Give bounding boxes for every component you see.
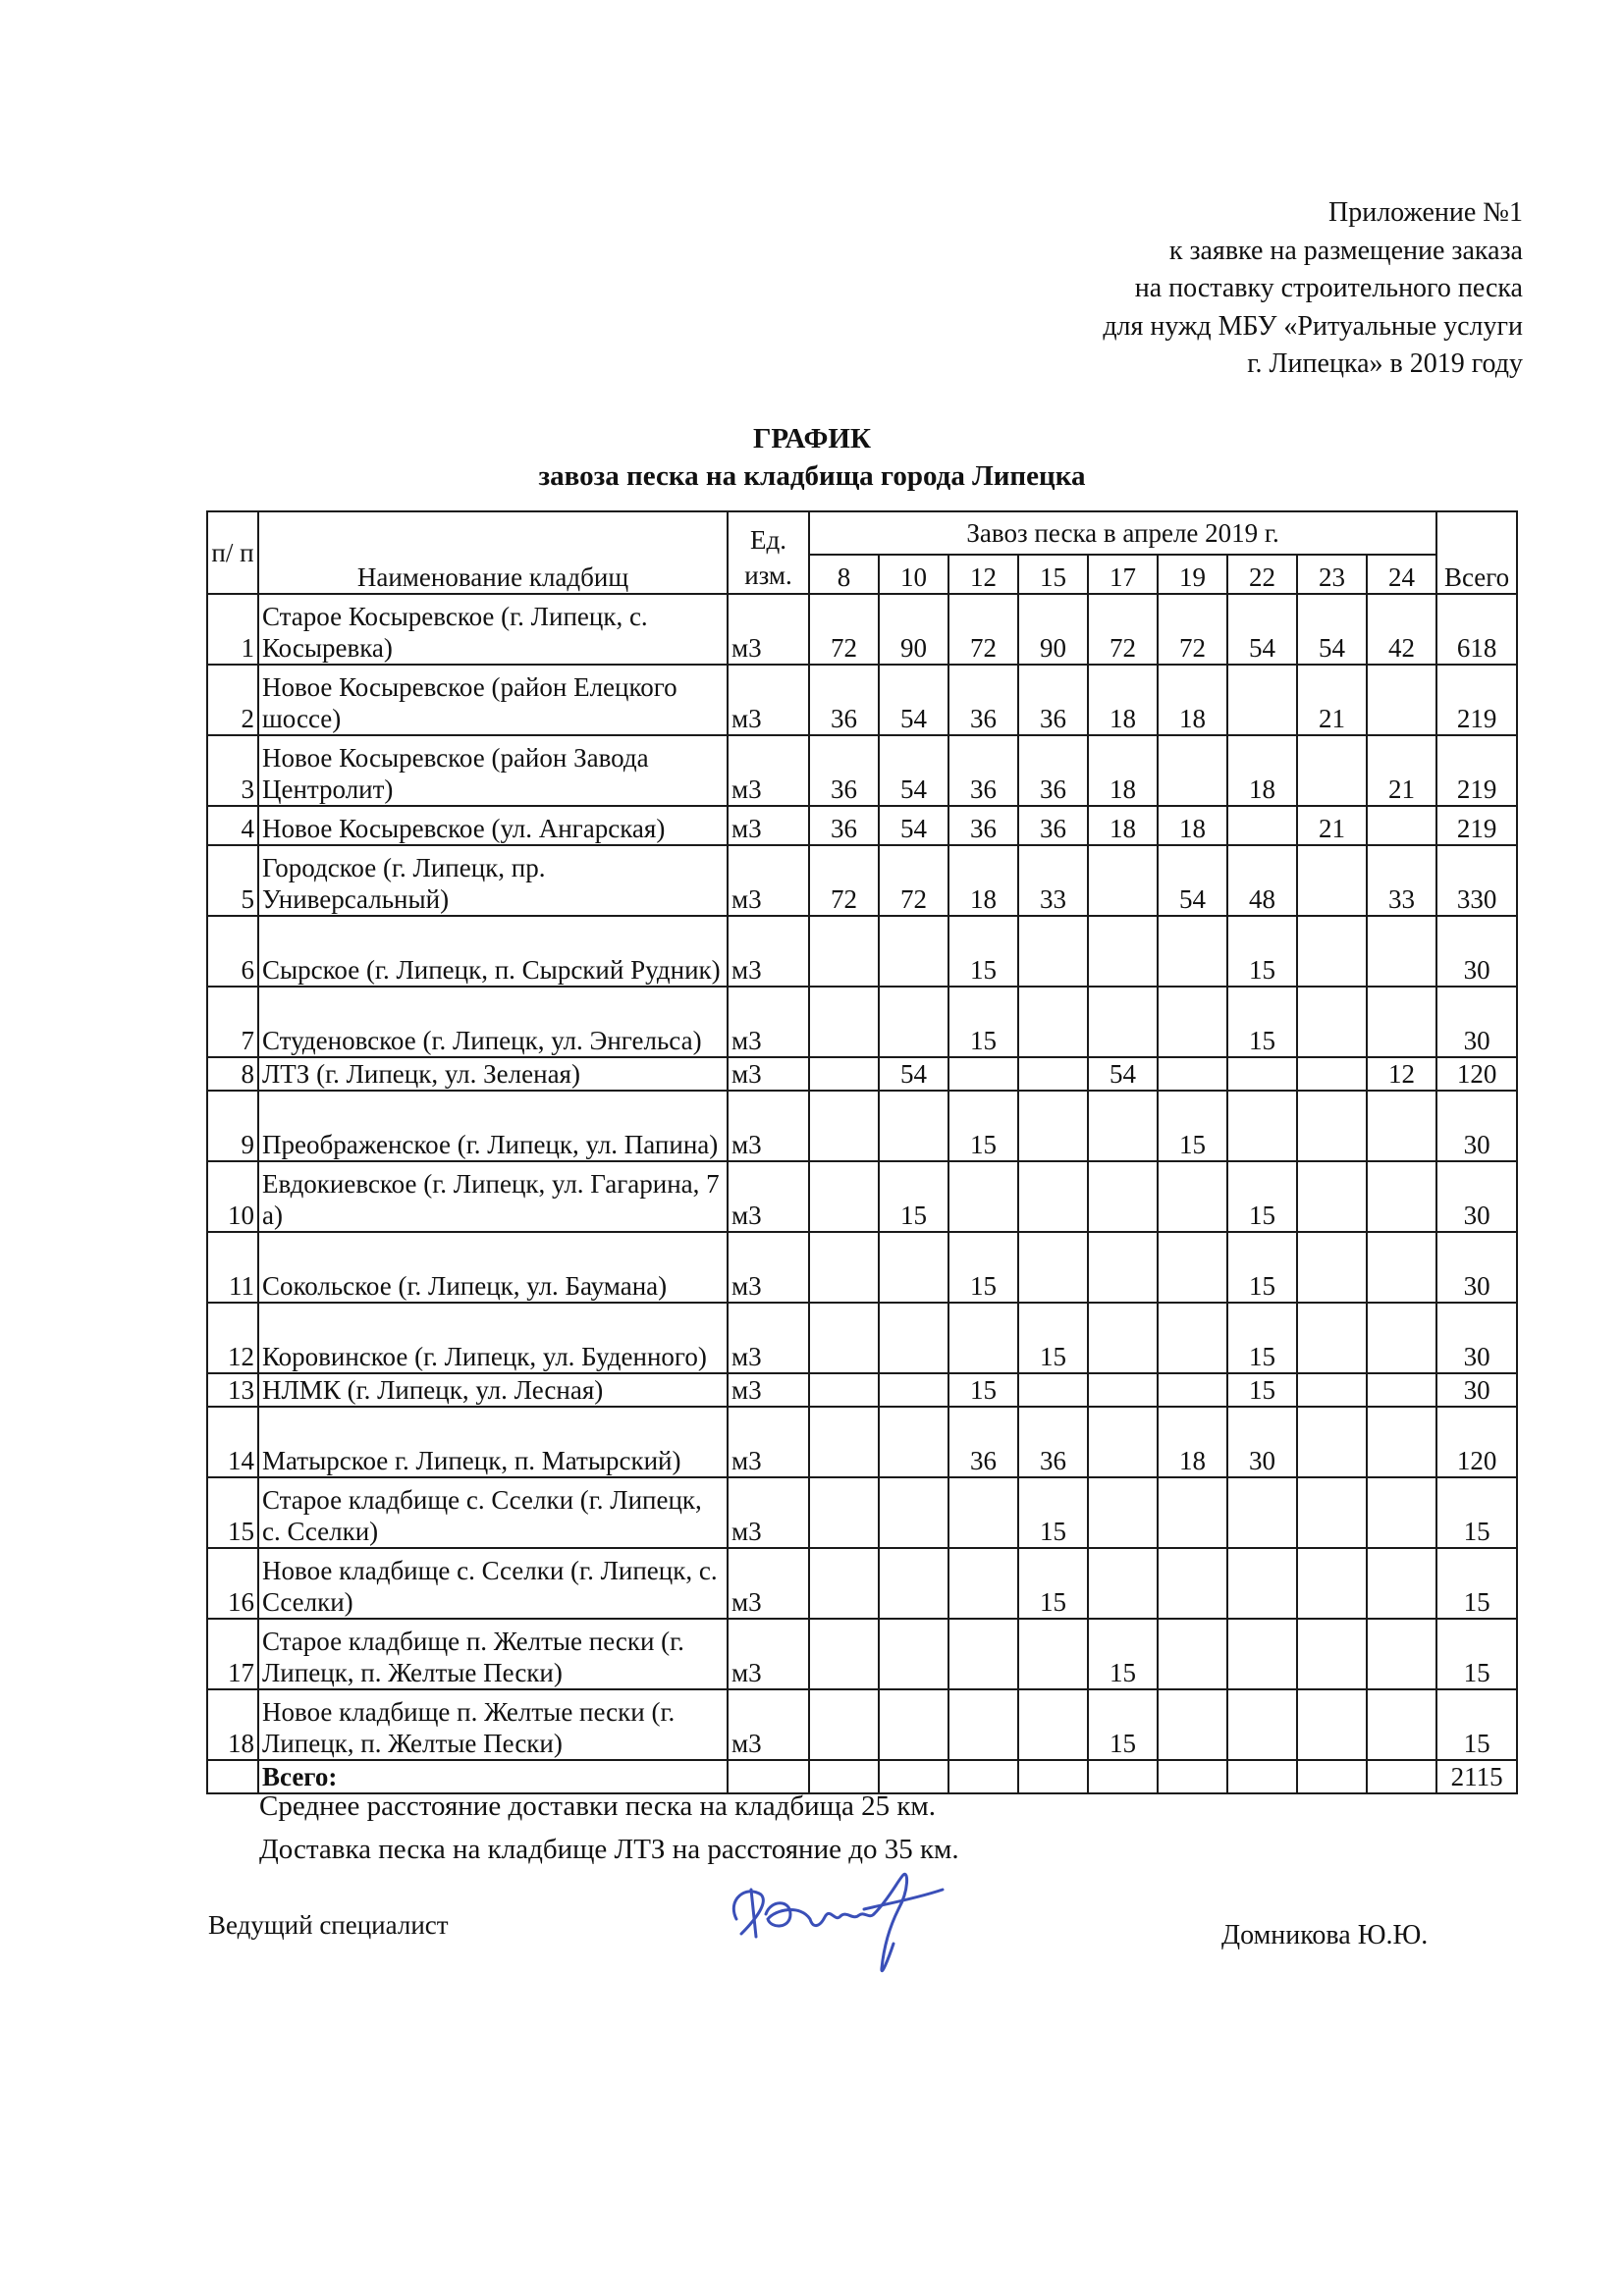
volume-cell: 15 bbox=[948, 1373, 1018, 1407]
row-number: 9 bbox=[207, 1091, 258, 1161]
volume-cell bbox=[1018, 1232, 1088, 1303]
row-number: 5 bbox=[207, 845, 258, 916]
volume-cell: 54 bbox=[879, 735, 948, 806]
volume-cell bbox=[879, 1303, 948, 1373]
unit-cell: м3 bbox=[728, 1232, 809, 1303]
volume-cell bbox=[1297, 1689, 1367, 1760]
table-row bbox=[207, 1057, 1517, 1091]
volume-cell bbox=[1088, 1548, 1158, 1619]
volume-cell: 72 bbox=[1088, 594, 1158, 665]
volume-cell: 15 bbox=[1018, 1477, 1088, 1548]
footer-label: Всего: bbox=[258, 1760, 728, 1793]
row-total: 30 bbox=[1436, 916, 1517, 987]
header-day: 23 bbox=[1297, 555, 1367, 594]
volume-cell bbox=[948, 1161, 1018, 1232]
volume-cell: 36 bbox=[809, 665, 879, 735]
volume-cell bbox=[809, 1407, 879, 1477]
volume-cell: 36 bbox=[809, 735, 879, 806]
volume-cell bbox=[1088, 1161, 1158, 1232]
annex-line: для нужд МБУ «Ритуальные услуги bbox=[1103, 310, 1523, 342]
unit-cell: м3 bbox=[728, 1057, 809, 1091]
table-row bbox=[207, 1303, 1517, 1373]
volume-cell bbox=[879, 1619, 948, 1689]
volume-cell bbox=[1367, 1091, 1436, 1161]
volume-cell bbox=[879, 987, 948, 1057]
volume-cell bbox=[879, 1407, 948, 1477]
volume-cell: 54 bbox=[1297, 594, 1367, 665]
row-total: 30 bbox=[1436, 1303, 1517, 1373]
row-total: 30 bbox=[1436, 1091, 1517, 1161]
volume-cell bbox=[1088, 845, 1158, 916]
volume-cell: 15 bbox=[1227, 1161, 1297, 1232]
volume-cell: 33 bbox=[1367, 845, 1436, 916]
volume-cell bbox=[809, 987, 879, 1057]
volume-cell: 15 bbox=[879, 1161, 948, 1232]
row-total: 15 bbox=[1436, 1689, 1517, 1760]
schedule-table bbox=[206, 510, 1518, 1794]
volume-cell bbox=[1018, 1091, 1088, 1161]
volume-cell bbox=[1158, 1689, 1227, 1760]
volume-cell bbox=[1088, 1091, 1158, 1161]
header-total: Всего bbox=[1436, 511, 1517, 594]
unit-cell: м3 bbox=[728, 594, 809, 665]
volume-cell bbox=[1158, 987, 1227, 1057]
volume-cell bbox=[1158, 1303, 1227, 1373]
volume-cell bbox=[1367, 1303, 1436, 1373]
row-total: 219 bbox=[1436, 806, 1517, 845]
unit-cell: м3 bbox=[728, 1091, 809, 1161]
row-total: 30 bbox=[1436, 1373, 1517, 1407]
volume-cell: 54 bbox=[1088, 1057, 1158, 1091]
row-total: 120 bbox=[1436, 1057, 1517, 1091]
cemetery-name: Новое кладбище п. Желтые пески (г. Липецк, п. Желтые Пески) bbox=[258, 1689, 728, 1760]
volume-cell: 36 bbox=[1018, 1407, 1088, 1477]
volume-cell bbox=[1088, 1477, 1158, 1548]
cemetery-name: Старое кладбище п. Желтые пески (г. Липецк, п. Желтые Пески) bbox=[258, 1619, 728, 1689]
volume-cell bbox=[1158, 1373, 1227, 1407]
note-ltz-distance: Доставка песка на кладбище ЛТЗ на расстояние до 35 км. bbox=[259, 1834, 959, 1865]
volume-cell bbox=[1158, 1477, 1227, 1548]
volume-cell bbox=[1367, 1548, 1436, 1619]
volume-cell: 42 bbox=[1367, 594, 1436, 665]
unit-cell: м3 bbox=[728, 1373, 809, 1407]
footer-empty bbox=[1088, 1760, 1158, 1793]
volume-cell: 54 bbox=[1227, 594, 1297, 665]
volume-cell: 18 bbox=[1088, 735, 1158, 806]
cemetery-name: Коровинское (г. Липецк, ул. Буденного) bbox=[258, 1303, 728, 1373]
row-number: 2 bbox=[207, 665, 258, 735]
row-total: 618 bbox=[1436, 594, 1517, 665]
volume-cell bbox=[1158, 735, 1227, 806]
volume-cell: 15 bbox=[1227, 1373, 1297, 1407]
row-number: 1 bbox=[207, 594, 258, 665]
row-total: 15 bbox=[1436, 1477, 1517, 1548]
volume-cell: 21 bbox=[1367, 735, 1436, 806]
volume-cell: 36 bbox=[1018, 735, 1088, 806]
row-number: 13 bbox=[207, 1373, 258, 1407]
row-number: 3 bbox=[207, 735, 258, 806]
row-total: 15 bbox=[1436, 1548, 1517, 1619]
volume-cell bbox=[1018, 1619, 1088, 1689]
volume-cell bbox=[1297, 1161, 1367, 1232]
volume-cell bbox=[1297, 1303, 1367, 1373]
annex-line: Приложение №1 bbox=[1328, 197, 1523, 228]
handwritten-signature bbox=[717, 1860, 972, 1988]
volume-cell: 15 bbox=[1018, 1303, 1088, 1373]
volume-cell: 48 bbox=[1227, 845, 1297, 916]
table-row bbox=[207, 1477, 1517, 1548]
volume-cell bbox=[1297, 1232, 1367, 1303]
row-number: 8 bbox=[207, 1057, 258, 1091]
annex-line: к заявке на размещение заказа bbox=[1168, 235, 1523, 266]
header-day: 12 bbox=[948, 555, 1018, 594]
volume-cell: 36 bbox=[948, 806, 1018, 845]
volume-cell bbox=[1367, 1407, 1436, 1477]
cemetery-name: Старое Косыревское (г. Липецк, с. Косыревка) bbox=[258, 594, 728, 665]
volume-cell bbox=[1297, 1477, 1367, 1548]
volume-cell: 18 bbox=[1158, 806, 1227, 845]
volume-cell: 90 bbox=[1018, 594, 1088, 665]
header-delivery-group: Завоз песка в апреле 2019 г. bbox=[809, 511, 1436, 555]
volume-cell bbox=[809, 1477, 879, 1548]
volume-cell bbox=[948, 1477, 1018, 1548]
cemetery-name: НЛМК (г. Липецк, ул. Лесная) bbox=[258, 1373, 728, 1407]
volume-cell: 36 bbox=[948, 735, 1018, 806]
volume-cell: 90 bbox=[879, 594, 948, 665]
volume-cell bbox=[809, 1303, 879, 1373]
volume-cell bbox=[1018, 916, 1088, 987]
volume-cell bbox=[1088, 1407, 1158, 1477]
volume-cell bbox=[1227, 1619, 1297, 1689]
volume-cell bbox=[1367, 1161, 1436, 1232]
volume-cell bbox=[1367, 665, 1436, 735]
volume-cell: 15 bbox=[1158, 1091, 1227, 1161]
volume-cell bbox=[1227, 1477, 1297, 1548]
volume-cell bbox=[1088, 1303, 1158, 1373]
volume-cell bbox=[1297, 1091, 1367, 1161]
row-total: 120 bbox=[1436, 1407, 1517, 1477]
cemetery-name: Студеновское (г. Липецк, ул. Энгельса) bbox=[258, 987, 728, 1057]
volume-cell bbox=[809, 1689, 879, 1760]
signatory-name: Домникова Ю.Ю. bbox=[1221, 1920, 1429, 1950]
volume-cell: 72 bbox=[948, 594, 1018, 665]
volume-cell bbox=[1018, 1057, 1088, 1091]
volume-cell: 54 bbox=[879, 806, 948, 845]
volume-cell: 15 bbox=[1227, 987, 1297, 1057]
table-row bbox=[207, 1091, 1517, 1161]
volume-cell: 21 bbox=[1297, 665, 1367, 735]
volume-cell: 18 bbox=[1088, 665, 1158, 735]
volume-cell bbox=[879, 1689, 948, 1760]
volume-cell bbox=[948, 1689, 1018, 1760]
row-number: 7 bbox=[207, 987, 258, 1057]
volume-cell bbox=[1367, 1619, 1436, 1689]
unit-cell: м3 bbox=[728, 1477, 809, 1548]
cemetery-name: Преображенское (г. Липецк, ул. Папина) bbox=[258, 1091, 728, 1161]
volume-cell bbox=[1088, 1373, 1158, 1407]
unit-cell: м3 bbox=[728, 1619, 809, 1689]
header-day: 10 bbox=[879, 555, 948, 594]
volume-cell bbox=[1367, 916, 1436, 987]
header-day: 8 bbox=[809, 555, 879, 594]
row-total: 30 bbox=[1436, 1232, 1517, 1303]
footer-empty bbox=[1018, 1760, 1088, 1793]
table-row bbox=[207, 1373, 1517, 1407]
annex-line: г. Липецка» в 2019 году bbox=[1247, 348, 1523, 379]
volume-cell: 15 bbox=[948, 916, 1018, 987]
table-row bbox=[207, 1689, 1517, 1760]
footer-empty bbox=[1297, 1760, 1367, 1793]
volume-cell bbox=[809, 1619, 879, 1689]
volume-cell: 72 bbox=[809, 594, 879, 665]
volume-cell bbox=[1158, 1619, 1227, 1689]
document-title bbox=[0, 420, 1624, 495]
volume-cell: 18 bbox=[948, 845, 1018, 916]
volume-cell: 36 bbox=[948, 665, 1018, 735]
volume-cell bbox=[879, 1091, 948, 1161]
volume-cell bbox=[948, 1303, 1018, 1373]
cemetery-name: Городское (г. Липецк, пр. Универсальный) bbox=[258, 845, 728, 916]
table-row bbox=[207, 1161, 1517, 1232]
cemetery-name: Евдокиевское (г. Липецк, ул. Гагарина, 7 а) bbox=[258, 1161, 728, 1232]
unit-cell: м3 bbox=[728, 1303, 809, 1373]
volume-cell bbox=[1088, 916, 1158, 987]
volume-cell bbox=[879, 916, 948, 987]
volume-cell: 15 bbox=[948, 1091, 1018, 1161]
unit-cell: м3 bbox=[728, 735, 809, 806]
volume-cell bbox=[1158, 1548, 1227, 1619]
volume-cell bbox=[1158, 1057, 1227, 1091]
volume-cell: 18 bbox=[1088, 806, 1158, 845]
volume-cell bbox=[1088, 1232, 1158, 1303]
volume-cell bbox=[1018, 1161, 1088, 1232]
volume-cell bbox=[1018, 1689, 1088, 1760]
volume-cell bbox=[1018, 987, 1088, 1057]
volume-cell: 54 bbox=[879, 1057, 948, 1091]
header-name: Наименование кладбищ bbox=[258, 511, 728, 594]
cemetery-name: ЛТЗ (г. Липецк, ул. Зеленая) bbox=[258, 1057, 728, 1091]
volume-cell: 54 bbox=[1158, 845, 1227, 916]
header-num: п/ п bbox=[207, 511, 258, 594]
volume-cell bbox=[809, 1373, 879, 1407]
volume-cell: 15 bbox=[1227, 916, 1297, 987]
table-row bbox=[207, 845, 1517, 916]
volume-cell: 15 bbox=[1088, 1689, 1158, 1760]
volume-cell: 33 bbox=[1018, 845, 1088, 916]
volume-cell: 36 bbox=[809, 806, 879, 845]
unit-cell: м3 bbox=[728, 665, 809, 735]
note-average-distance: Среднее расстояние доставки песка на кладбища 25 км. bbox=[259, 1790, 937, 1822]
table-row bbox=[207, 594, 1517, 665]
volume-cell bbox=[879, 1548, 948, 1619]
cemetery-name: Новое кладбище с. Сселки (г. Липецк, с. Сселки) bbox=[258, 1548, 728, 1619]
volume-cell bbox=[1227, 1057, 1297, 1091]
grand-total: 2115 bbox=[1436, 1760, 1517, 1793]
volume-cell bbox=[879, 1477, 948, 1548]
volume-cell bbox=[809, 1161, 879, 1232]
title-sub: завоза песка на кладбища города Липецка bbox=[538, 460, 1086, 492]
volume-cell: 18 bbox=[1158, 665, 1227, 735]
volume-cell bbox=[1018, 1373, 1088, 1407]
row-number: 11 bbox=[207, 1232, 258, 1303]
table-row bbox=[207, 1548, 1517, 1619]
table-row bbox=[207, 916, 1517, 987]
volume-cell bbox=[1297, 987, 1367, 1057]
row-number: 15 bbox=[207, 1477, 258, 1548]
volume-cell bbox=[809, 1548, 879, 1619]
volume-cell bbox=[1367, 1232, 1436, 1303]
volume-cell: 15 bbox=[1227, 1232, 1297, 1303]
cemetery-name: Сырское (г. Липецк, п. Сырский Рудник) bbox=[258, 916, 728, 987]
cemetery-name: Новое Косыревское (ул. Ангарская) bbox=[258, 806, 728, 845]
volume-cell bbox=[1367, 1689, 1436, 1760]
footer-empty bbox=[1367, 1760, 1436, 1793]
footer-empty bbox=[1227, 1760, 1297, 1793]
volume-cell bbox=[809, 1232, 879, 1303]
volume-cell bbox=[1297, 1407, 1367, 1477]
header-day: 15 bbox=[1018, 555, 1088, 594]
volume-cell bbox=[1227, 665, 1297, 735]
row-number: 18 bbox=[207, 1689, 258, 1760]
unit-cell: м3 bbox=[728, 987, 809, 1057]
volume-cell: 72 bbox=[809, 845, 879, 916]
volume-cell bbox=[1367, 806, 1436, 845]
cemetery-name: Матырское г. Липецк, п. Матырский) bbox=[258, 1407, 728, 1477]
unit-cell: м3 bbox=[728, 845, 809, 916]
volume-cell: 72 bbox=[879, 845, 948, 916]
volume-cell bbox=[1367, 1373, 1436, 1407]
footer-empty bbox=[207, 1760, 258, 1793]
volume-cell bbox=[1367, 987, 1436, 1057]
unit-cell: м3 bbox=[728, 806, 809, 845]
cemetery-name: Новое Косыревское (район Елецкого шоссе) bbox=[258, 665, 728, 735]
volume-cell: 15 bbox=[1018, 1548, 1088, 1619]
row-number: 10 bbox=[207, 1161, 258, 1232]
volume-cell: 72 bbox=[1158, 594, 1227, 665]
volume-cell: 12 bbox=[1367, 1057, 1436, 1091]
row-total: 30 bbox=[1436, 1161, 1517, 1232]
annex-header bbox=[1103, 194, 1523, 384]
volume-cell bbox=[948, 1057, 1018, 1091]
table-row bbox=[207, 735, 1517, 806]
table-row bbox=[207, 1232, 1517, 1303]
title-main: ГРАФИК bbox=[752, 423, 872, 454]
volume-cell bbox=[1297, 1619, 1367, 1689]
volume-cell bbox=[1158, 916, 1227, 987]
row-total: 219 bbox=[1436, 735, 1517, 806]
table-row bbox=[207, 665, 1517, 735]
volume-cell: 36 bbox=[1018, 665, 1088, 735]
annex-line: на поставку строительного песка bbox=[1134, 273, 1523, 303]
row-total: 30 bbox=[1436, 987, 1517, 1057]
volume-cell bbox=[948, 1619, 1018, 1689]
volume-cell: 15 bbox=[1088, 1619, 1158, 1689]
volume-cell: 18 bbox=[1158, 1407, 1227, 1477]
volume-cell: 15 bbox=[1227, 1303, 1297, 1373]
volume-cell bbox=[1297, 1548, 1367, 1619]
volume-cell bbox=[1297, 916, 1367, 987]
volume-cell bbox=[879, 1232, 948, 1303]
volume-cell bbox=[1367, 1477, 1436, 1548]
row-number: 14 bbox=[207, 1407, 258, 1477]
header-day: 19 bbox=[1158, 555, 1227, 594]
volume-cell bbox=[879, 1373, 948, 1407]
row-total: 219 bbox=[1436, 665, 1517, 735]
volume-cell bbox=[1297, 1373, 1367, 1407]
volume-cell bbox=[809, 1091, 879, 1161]
header-day: 22 bbox=[1227, 555, 1297, 594]
unit-cell: м3 bbox=[728, 1548, 809, 1619]
volume-cell: 36 bbox=[948, 1407, 1018, 1477]
unit-cell: м3 bbox=[728, 916, 809, 987]
row-total: 15 bbox=[1436, 1619, 1517, 1689]
footer-empty bbox=[1158, 1760, 1227, 1793]
volume-cell bbox=[1158, 1232, 1227, 1303]
volume-cell: 54 bbox=[879, 665, 948, 735]
volume-cell: 18 bbox=[1227, 735, 1297, 806]
signatory-position: Ведущий специалист bbox=[208, 1910, 449, 1940]
unit-cell: м3 bbox=[728, 1407, 809, 1477]
table-row bbox=[207, 1619, 1517, 1689]
volume-cell bbox=[1227, 1091, 1297, 1161]
header-day: 24 bbox=[1367, 555, 1436, 594]
header-day: 17 bbox=[1088, 555, 1158, 594]
row-number: 12 bbox=[207, 1303, 258, 1373]
row-total: 330 bbox=[1436, 845, 1517, 916]
header-unit: Ед. изм. bbox=[728, 511, 809, 594]
volume-cell bbox=[809, 1057, 879, 1091]
volume-cell bbox=[1297, 1057, 1367, 1091]
volume-cell bbox=[1297, 735, 1367, 806]
volume-cell bbox=[1088, 987, 1158, 1057]
cemetery-name: Старое кладбище с. Сселки (г. Липецк, с. Сселки) bbox=[258, 1477, 728, 1548]
volume-cell bbox=[1227, 1689, 1297, 1760]
volume-cell bbox=[809, 916, 879, 987]
volume-cell bbox=[1227, 1548, 1297, 1619]
footer-empty bbox=[948, 1760, 1018, 1793]
cemetery-name: Новое Косыревское (район Завода Центролит) bbox=[258, 735, 728, 806]
unit-cell: м3 bbox=[728, 1161, 809, 1232]
table-row bbox=[207, 1407, 1517, 1477]
volume-cell: 30 bbox=[1227, 1407, 1297, 1477]
row-number: 16 bbox=[207, 1548, 258, 1619]
volume-cell bbox=[1158, 1161, 1227, 1232]
volume-cell: 15 bbox=[948, 987, 1018, 1057]
unit-cell: м3 bbox=[728, 1689, 809, 1760]
volume-cell: 21 bbox=[1297, 806, 1367, 845]
row-number: 6 bbox=[207, 916, 258, 987]
volume-cell bbox=[1227, 806, 1297, 845]
row-number: 4 bbox=[207, 806, 258, 845]
volume-cell bbox=[948, 1548, 1018, 1619]
volume-cell: 15 bbox=[948, 1232, 1018, 1303]
volume-cell bbox=[1297, 845, 1367, 916]
volume-cell: 36 bbox=[1018, 806, 1088, 845]
row-number: 17 bbox=[207, 1619, 258, 1689]
table-row bbox=[207, 987, 1517, 1057]
table-row bbox=[207, 806, 1517, 845]
cemetery-name: Сокольское (г. Липецк, ул. Баумана) bbox=[258, 1232, 728, 1303]
